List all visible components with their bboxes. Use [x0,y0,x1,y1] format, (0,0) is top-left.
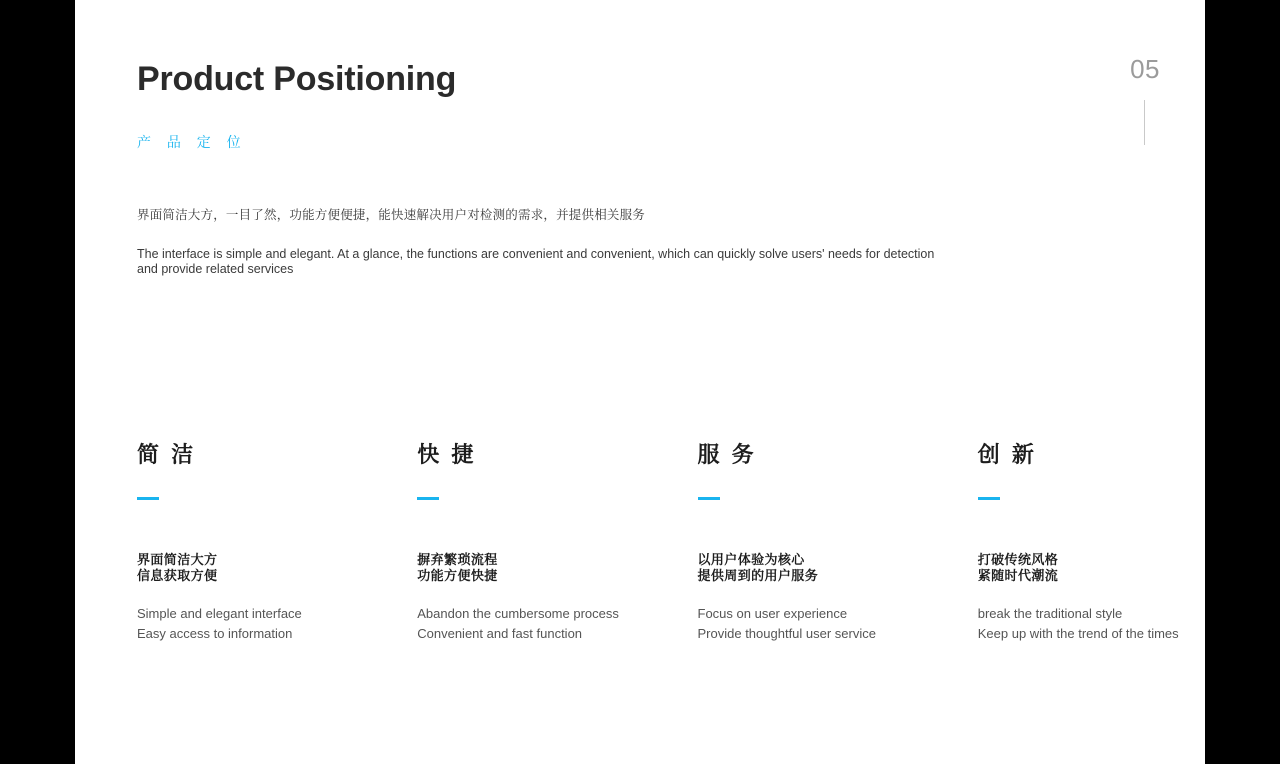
feature-text-cn [137,552,371,584]
feature-text-cn [978,552,1212,584]
feature-en-line1: Focus on user experience [697,606,848,621]
feature-columns [137,440,1212,644]
page-subtitle: 产 品 定 位 [137,134,247,150]
feature-column [698,440,932,644]
feature-text-en [137,604,371,644]
feature-en-line2: Keep up with the trend of the times [977,626,1179,641]
feature-text-en [417,604,651,644]
feature-en-line1: Abandon the cumbersome process [417,606,619,621]
feature-cn-line1: 打破传统风格 [977,552,1059,567]
feature-cn-line2: 提供周到的用户服务 [697,568,819,583]
feature-accent-rule [137,497,159,500]
feature-text-en [978,604,1212,644]
feature-text-cn [698,552,932,584]
feature-text-cn [417,552,651,584]
feature-cn-line2: 紧随时代潮流 [977,568,1059,583]
feature-title: 创 新 [977,442,1037,467]
feature-text-en [698,604,932,644]
page-number: 05 [1130,54,1160,84]
feature-column [417,440,651,644]
feature-en-line2: Convenient and fast function [417,626,583,641]
feature-column [978,440,1212,644]
feature-title: 服 务 [697,442,757,467]
page-number-divider [1144,100,1145,145]
lead-paragraph-en: The interface is simple and elegant. At a glance, the functions are convenient and convenient, which can quickly solve users' needs for detection and provide related services [137,247,935,276]
page-title: Product Positioning [137,60,457,98]
feature-cn-line1: 界面简洁大方 [137,552,218,567]
feature-cn-line2: 信息获取方便 [137,568,218,583]
lead-paragraph-cn: 界面简洁大方，一目了然，功能方便便捷，能快速解决用户对检测的需求，并提供相关服务 [137,208,646,222]
feature-en-line2: Easy access to information [137,626,293,641]
feature-accent-rule [417,497,439,500]
feature-column [137,440,371,644]
feature-accent-rule [978,497,1000,500]
slide-canvas [75,0,1205,764]
feature-en-line1: Simple and elegant interface [137,606,302,621]
feature-accent-rule [698,497,720,500]
feature-cn-line2: 功能方便快捷 [417,568,498,583]
feature-cn-line1: 以用户体验为核心 [697,552,805,567]
feature-en-line2: Provide thoughtful user service [697,626,876,641]
feature-title: 快 捷 [417,442,477,467]
feature-en-line1: break the traditional style [977,606,1123,621]
feature-title: 简 洁 [137,442,197,467]
feature-cn-line1: 摒弃繁琐流程 [417,552,498,567]
